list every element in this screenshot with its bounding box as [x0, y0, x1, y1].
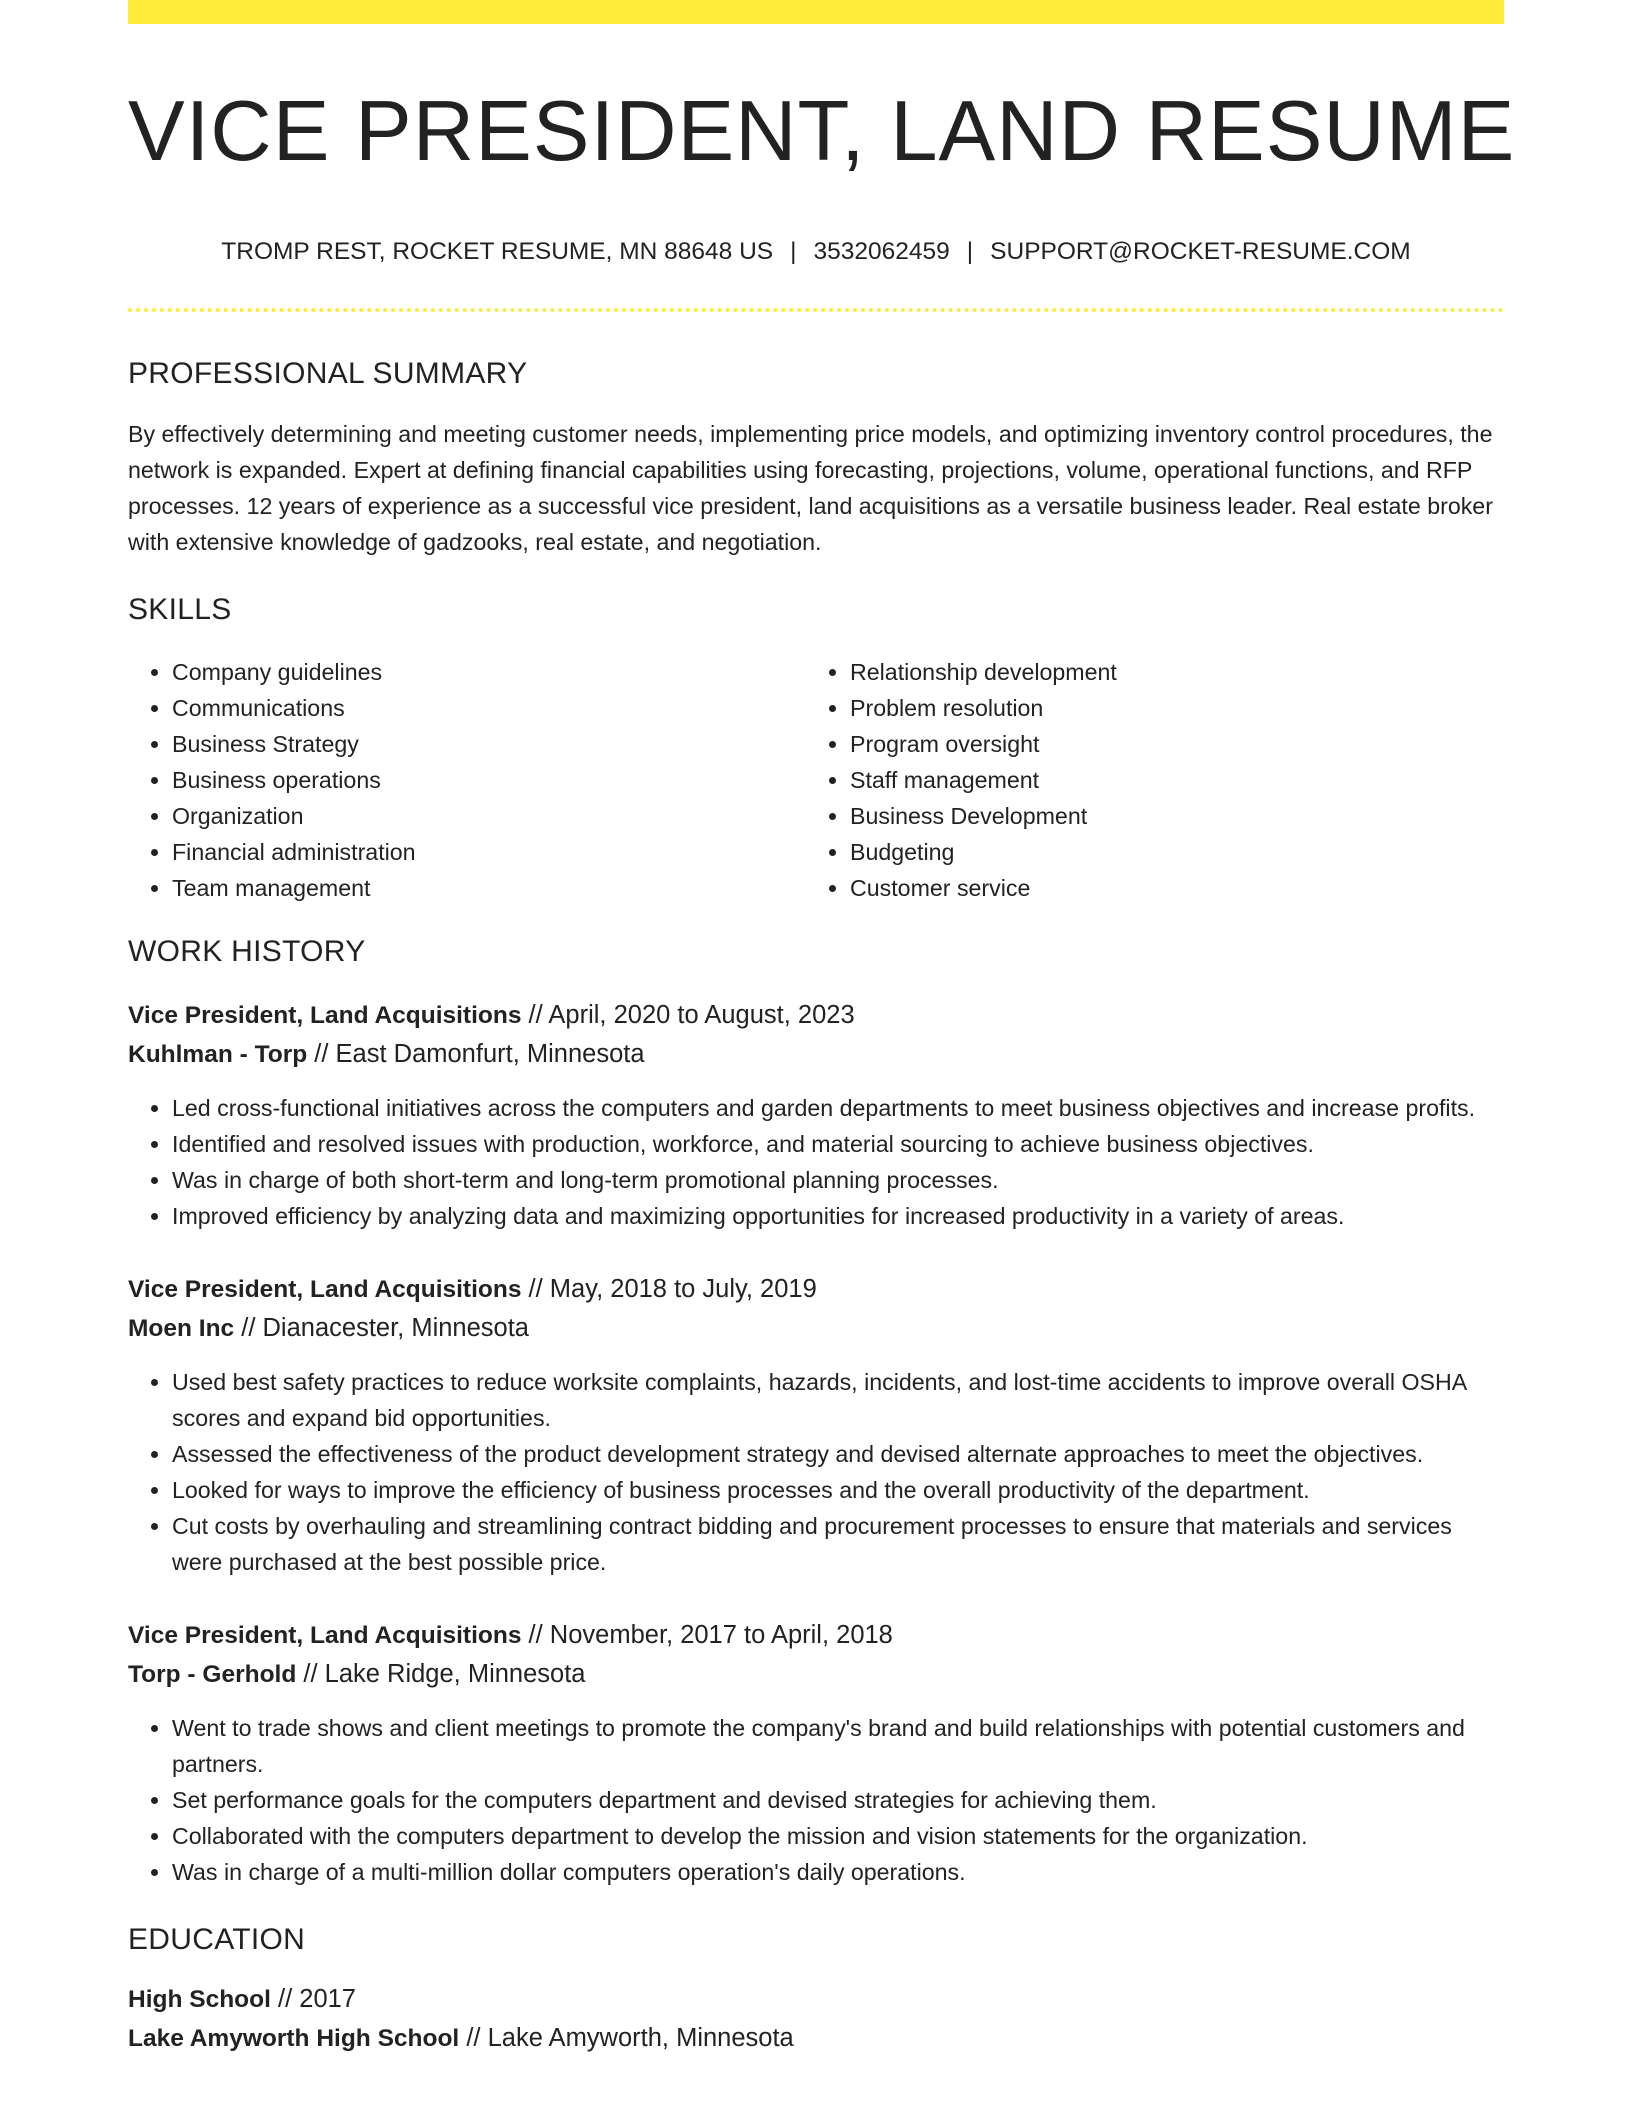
job-bullet: • Identified and resolved issues with production, workforce, and material sourcing to achieve business objectives.: [172, 1126, 1504, 1162]
skill-item: • Business operations: [172, 762, 806, 798]
job-bullet: • Led cross-functional initiatives across the computers and garden departments to meet business objectives and increase profits.: [172, 1090, 1504, 1126]
contact-phone: 3532062459: [813, 238, 950, 265]
education-year: // 2017: [270, 1985, 356, 2013]
job-company-line: [128, 1309, 1504, 1348]
job-company-line: [128, 1655, 1504, 1694]
job-position: Vice President, Land Acquisitions: [128, 1002, 522, 1029]
job-company: Kuhlman - Torp: [128, 1041, 308, 1068]
job-bullet: • Set performance goals for the computers department and devised strategies for achieving them.: [172, 1782, 1504, 1818]
job-bullet: • Improved efficiency by analyzing data and maximizing opportunities for increased productivity in a variety of areas.: [172, 1198, 1504, 1234]
job-bullet: • Went to trade shows and client meetings to promote the company's brand and build relationships with potential customers and partners.: [172, 1710, 1504, 1782]
job-title-line: [128, 996, 1504, 1035]
summary-heading: PROFESSIONAL SUMMARY: [128, 357, 528, 390]
job-title-line: [128, 1270, 1504, 1309]
education-school-line: [128, 2019, 1504, 2058]
dotted-divider: [128, 308, 1504, 312]
skills-right-list: [806, 654, 1484, 906]
job-bullet: • Used best safety practices to reduce worksite complaints, hazards, incidents, and lost-time accidents to improve overall OSHA scores and expand bid opportunities.: [172, 1364, 1504, 1436]
skills-heading: SKILLS: [128, 593, 232, 626]
top-accent-bar: [128, 0, 1504, 24]
contact-address: TROMP REST, ROCKET RESUME, MN 88648 US: [221, 238, 774, 265]
skill-item: • Organization: [172, 798, 806, 834]
job-bullet: • Was in charge of both short-term and long-term promotional planning processes.: [172, 1162, 1504, 1198]
job-bullet: • Cut costs by overhauling and streamlining contract bidding and procurement processes to ensure that materials and services were purchased at the best possible price.: [172, 1508, 1504, 1580]
job-bullets: [128, 1710, 1504, 1890]
skills-columns: [128, 654, 1504, 906]
job-bullets: [128, 1090, 1504, 1234]
skill-item: • Business Strategy: [172, 726, 806, 762]
skill-item: • Relationship development: [850, 654, 1484, 690]
job-position: Vice President, Land Acquisitions: [128, 1622, 522, 1649]
job-location: // East Damonfurt, Minnesota: [307, 1040, 645, 1068]
job-location: // Dianacester, Minnesota: [234, 1314, 529, 1342]
job-company-line: [128, 1035, 1504, 1074]
education-heading: EDUCATION: [128, 1923, 306, 1956]
resume-page: [128, 0, 1516, 2058]
skill-item: • Budgeting: [850, 834, 1484, 870]
summary-text: By effectively determining and meeting customer needs, implementing price models, and optimizing inventory control procedures, the network is expanded. Expert at defining financial capabilities using forecasting, projections, volume, operational functions, and RFP processes. 12 years of experience as a successful vice president, land acquisitions as a versatile business leader. Real estate broker with extensive knowledge of gadzooks, real estate, and negotiation.: [128, 421, 1493, 555]
work-history-heading: WORK HISTORY: [128, 935, 366, 968]
job-entry: [128, 996, 1504, 1234]
resume-title: VICE PRESIDENT, LAND RESUME: [128, 84, 1516, 179]
job-company: Moen Inc: [128, 1315, 235, 1342]
skill-item: • Business Development: [850, 798, 1484, 834]
job-entry: [128, 1270, 1504, 1580]
job-dates: // May, 2018 to July, 2019: [521, 1275, 817, 1303]
skill-item: • Company guidelines: [172, 654, 806, 690]
job-company: Torp - Gerhold: [128, 1661, 297, 1688]
job-bullet: • Collaborated with the computers department to develop the mission and vision statements for the organization.: [172, 1818, 1504, 1854]
job-title-line: [128, 1616, 1504, 1655]
skill-item: • Communications: [172, 690, 806, 726]
education-degree: High School: [128, 1986, 271, 2013]
contact-line: [128, 236, 1504, 268]
job-bullet: • Looked for ways to improve the efficiency of business processes and the overall productivity of the department.: [172, 1472, 1504, 1508]
education-location: // Lake Amyworth, Minnesota: [459, 2024, 794, 2052]
education-school: Lake Amyworth High School: [128, 2025, 460, 2052]
skill-item: • Program oversight: [850, 726, 1484, 762]
skills-left-list: [128, 654, 806, 906]
job-location: // Lake Ridge, Minnesota: [296, 1660, 586, 1688]
education-degree-line: [128, 1980, 1504, 2019]
job-bullet: • Assessed the effectiveness of the product development strategy and devised alternate approaches to meet the objectives.: [172, 1436, 1504, 1472]
job-dates: // April, 2020 to August, 2023: [521, 1001, 855, 1029]
skill-item: • Financial administration: [172, 834, 806, 870]
skill-item: • Staff management: [850, 762, 1484, 798]
education-entry: [128, 1980, 1504, 2058]
contact-separator: |: [790, 238, 797, 265]
job-entry: [128, 1616, 1504, 1890]
contact-email: SUPPORT@ROCKET-RESUME.COM: [990, 238, 1411, 265]
job-bullet: • Was in charge of a multi-million dollar computers operation's daily operations.: [172, 1854, 1504, 1890]
job-bullets: [128, 1364, 1504, 1580]
job-dates: // November, 2017 to April, 2018: [521, 1621, 893, 1649]
contact-separator: |: [966, 238, 974, 265]
skill-item: • Customer service: [850, 870, 1484, 906]
job-position: Vice President, Land Acquisitions: [128, 1276, 522, 1303]
skill-item: • Problem resolution: [850, 690, 1484, 726]
skill-item: • Team management: [172, 870, 806, 906]
